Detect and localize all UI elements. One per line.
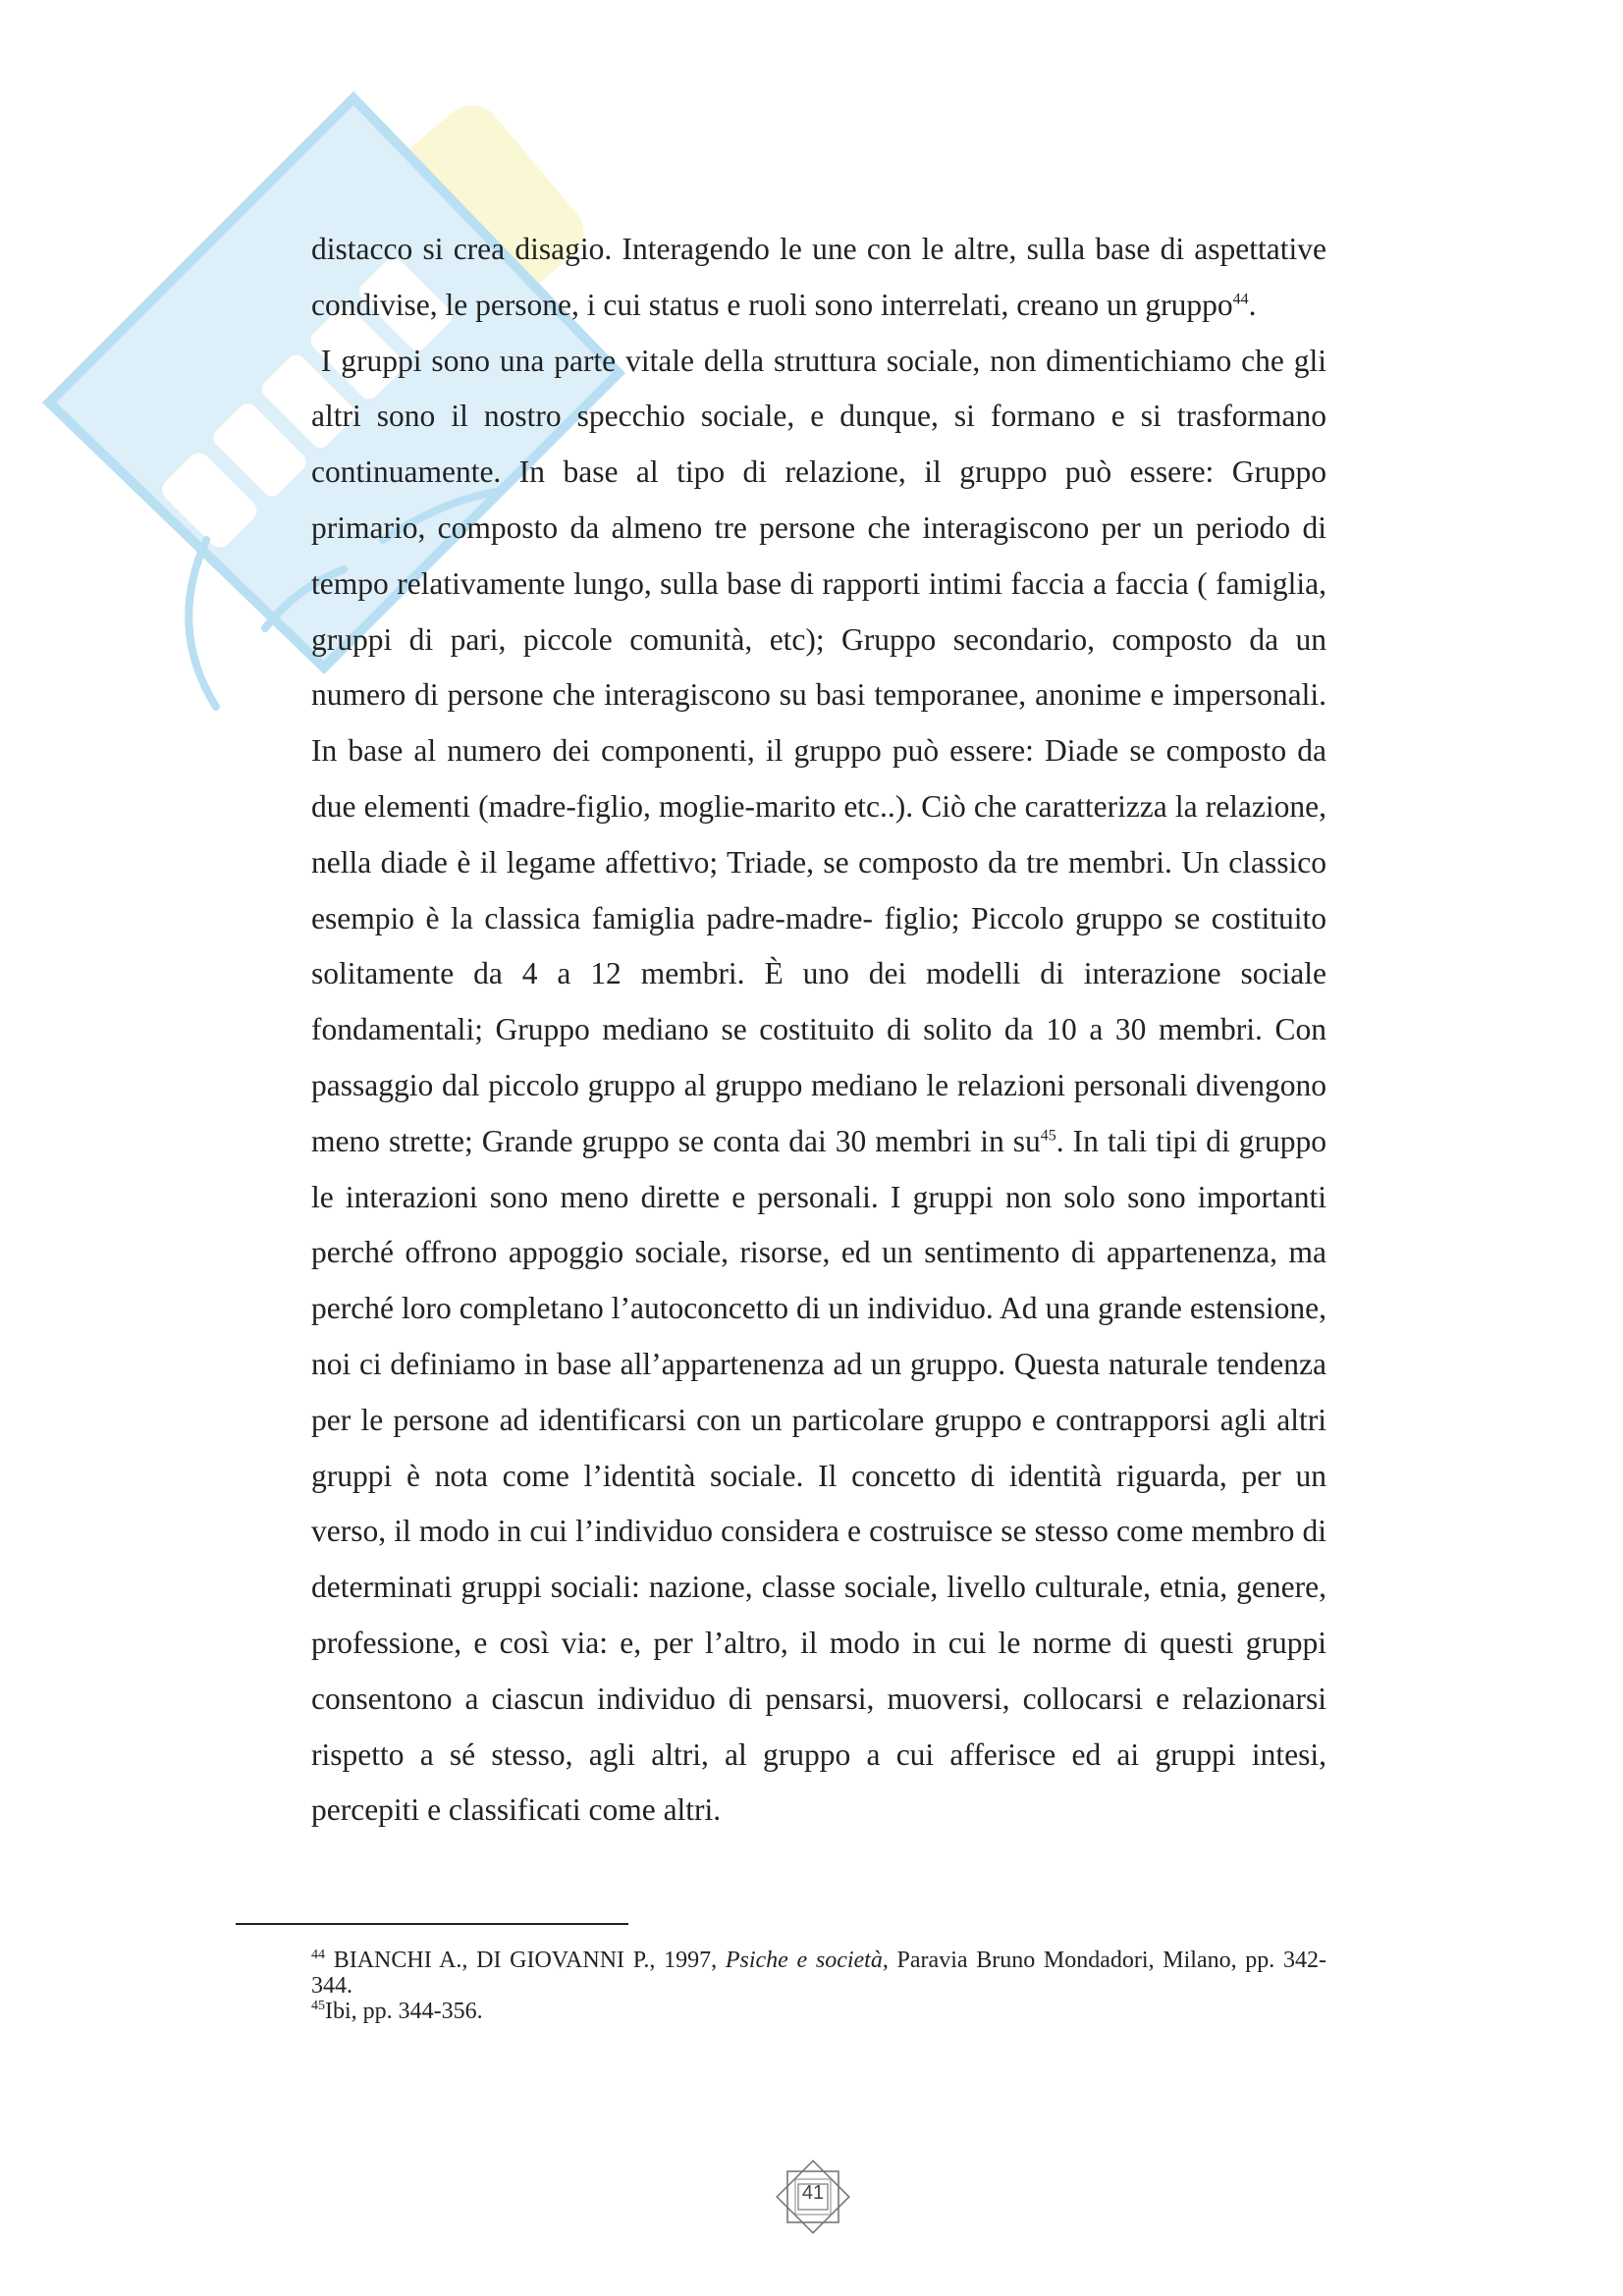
footnote-ref-45[interactable]: 45	[1040, 1127, 1056, 1145]
paragraph-indent	[311, 344, 321, 378]
body-line-1-end: .	[1248, 287, 1257, 322]
footnote-text-end: , Paravia Bruno Mondadori, Milano, pp. 342-344.	[311, 1948, 1326, 1999]
body-line-1: distacco si crea disagio. Interagendo le une con le altre, sulla base di aspettative condivise, le persone, i cui status e ruoli sono interrelati, creano un gruppo	[311, 232, 1326, 322]
footnotes	[311, 1948, 1326, 2024]
footnote-number: 44	[311, 1948, 325, 1962]
paragraph-2b: . In tali tipi di gruppo le interazioni sono meno dirette e personali. I gruppi non solo sono importanti perché offrono appoggio sociale, risorse, ed un sentimento di appartenenza, ma perché loro completano l’autoconcetto di un individuo. Ad una grande estensione, noi ci definiamo in base all’appartenenza ad un gruppo. Questa naturale tendenza per le persone ad identificarsi con un particolare gruppo e contrapporsi agli altri gruppi è nota come l’identità sociale. Il concetto di identità riguarda, per un verso, il modo in cui l’individuo considera e costruisce se stesso come membro di determinati gruppi sociali: nazione, classe sociale, livello culturale, etnia, genere, professione, e così via: e, per l’altro, il modo in cui le norme di questi gruppi consentono a ciascun individuo di pensarsi, muoversi, collocarsi e relazionarsi rispetto a sé stesso, agli altri, al gruppo a cui afferisce ed ai gruppi intesi, percepiti e classificati come altri.	[311, 1123, 1326, 1828]
page-number-badge	[774, 2158, 852, 2236]
footnote-title: Psiche e società	[725, 1948, 883, 1973]
footnote-ref-44[interactable]: 44	[1232, 291, 1249, 308]
paragraph-2a: I gruppi sono una parte vitale della struttura sociale, non dimentichiamo che gli altri sono il nostro specchio sociale, e dunque, si formano e si trasformano continuamente. In base al tipo di relazione, il gruppo può essere: Gruppo primario, composto da almeno tre persone che interagiscono per un periodo di tempo relativamente lungo, sulla base di rapporti intimi faccia a faccia ( famiglia, gruppi di pari, piccole comunità, etc); Gruppo secondario, composto da un numero di persone che interagiscono su basi temporanee, anonime e impersonali. In base al numero dei componenti, il gruppo può essere: Diade se composto da due elementi (madre-figlio, moglie-marito etc..). Ciò che caratterizza la relazione, nella diade è il legame affettivo; Triade, se composto da tre membri. Un classico esempio è la classica famiglia padre-madre- figlio; Piccolo gruppo se costituito solitamente da 4 a 12 membri. È uno dei modelli di interazione sociale fondamentali; Gruppo mediano se costituito di solito da 10 a 30 membri. Con passaggio dal piccolo gruppo al gruppo mediano le relazioni personali divengono meno strette; Grande gruppo se conta dai 30 membri in su	[311, 343, 1326, 1158]
footnote-text: Ibi, pp. 344-356.	[325, 1999, 483, 2024]
footnote-45	[311, 1999, 1326, 2024]
body-text	[311, 222, 1326, 1839]
footnote-number: 45	[311, 1999, 325, 2013]
page-number: 41	[801, 2182, 825, 2204]
footnote-separator	[236, 1923, 628, 1925]
footnote-text: BIANCHI A., DI GIOVANNI P., 1997,	[325, 1948, 726, 1973]
footnote-44	[311, 1948, 1326, 1999]
